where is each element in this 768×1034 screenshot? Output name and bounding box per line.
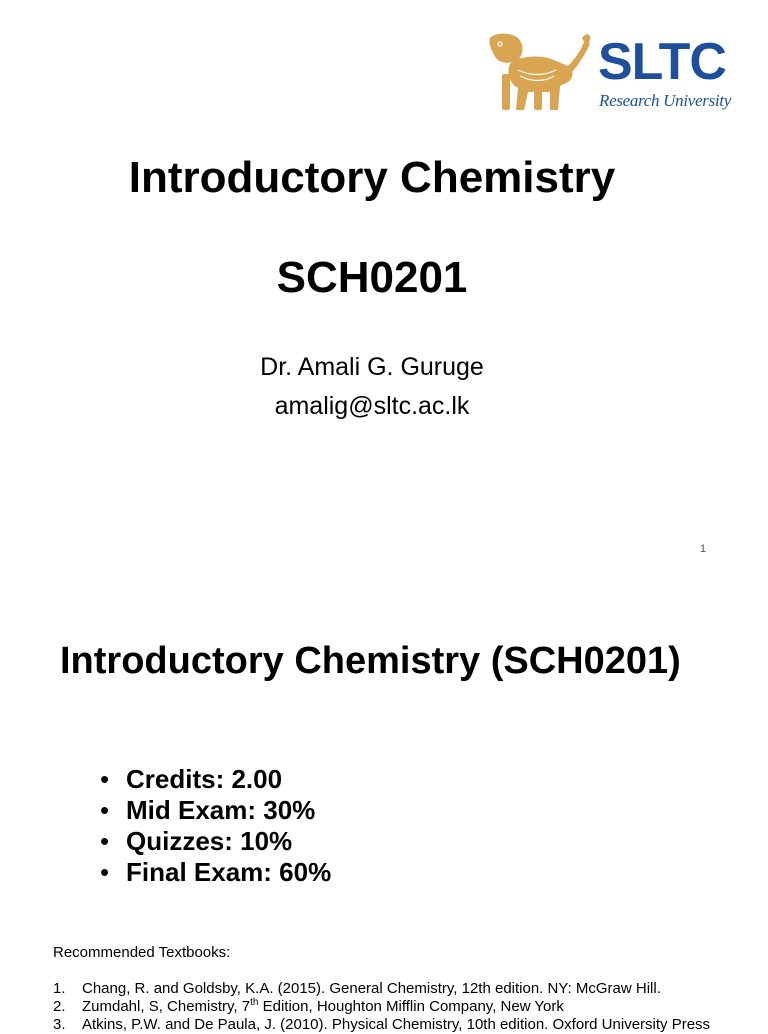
- bullet-icon: •: [100, 857, 110, 887]
- logo-subtitle: Research University: [599, 91, 731, 110]
- bullet-icon: •: [100, 795, 110, 825]
- page-number: 1: [700, 543, 707, 555]
- logo-title: SLTC: [598, 33, 726, 91]
- slide-1-title: Introductory Chemistry: [128, 153, 616, 202]
- list-item: • Quizzes: 10%: [100, 826, 293, 856]
- bullet-icon: •: [100, 764, 110, 794]
- slide-2-title: Introductory Chemistry (SCH0201): [60, 640, 681, 682]
- textbook-item: 1. Chang, R. and Goldsby, K.A. (2015). General Chemistry, 12th edition. NY: McGraw Hill.: [53, 980, 661, 997]
- list-item: • Final Exam: 60%: [100, 857, 332, 887]
- lecturer-email: amalig@sltc.ac.lk: [274, 392, 470, 420]
- textbook-list: [53, 980, 710, 1034]
- lecturer-name: Dr. Amali G. Guruge: [260, 353, 484, 381]
- list-item: • Mid Exam: 30%: [100, 795, 316, 825]
- bullet-icon: •: [100, 826, 110, 856]
- sltc-logo: [488, 30, 738, 116]
- recommended-textbooks-label: Recommended Textbooks:: [53, 944, 231, 961]
- list-item: • Credits: 2.00: [100, 764, 283, 794]
- course-details-list: [100, 764, 331, 888]
- course-code: SCH0201: [276, 253, 468, 302]
- textbook-item: 2. Zumdahl, S, Chemistry, 7th Edition, Houghton Mifflin Company, New York: [53, 997, 564, 1015]
- slide-2: [0, 576, 768, 1033]
- lion-emblem-icon: [488, 30, 592, 116]
- textbook-item: 3. Atkins, P.W. and De Paula, J. (2010). Physical Chemistry, 10th edition. Oxford University Press: [53, 1016, 711, 1033]
